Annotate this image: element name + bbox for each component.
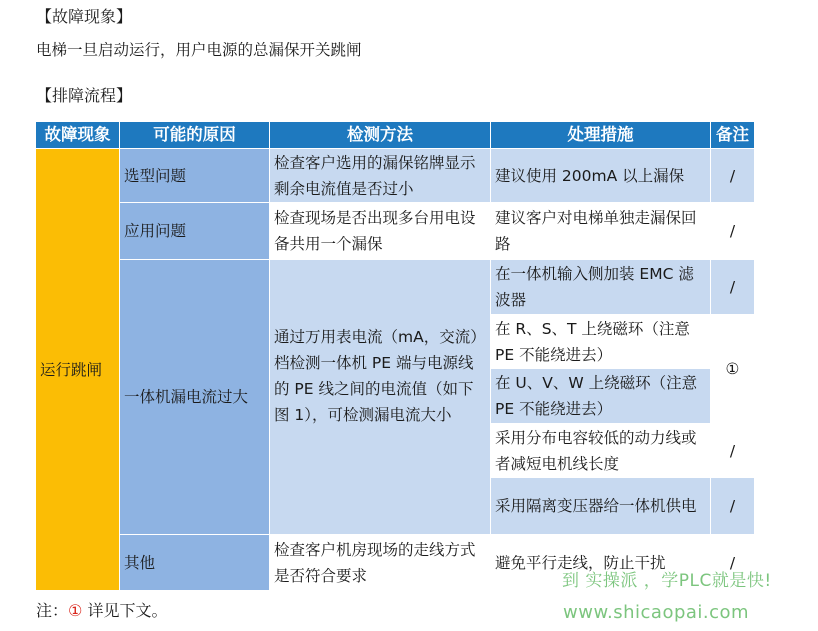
fault-description: 电梯一旦启动运行，用户电源的总漏保开关跳闸 bbox=[36, 41, 362, 59]
footnote-prefix: 注： bbox=[36, 601, 69, 620]
method-cell: 检查客户选用的漏保铭牌显示剩余电流值是否过小 bbox=[270, 149, 491, 203]
action-cell: 建议客户对电梯单独走漏保回路 bbox=[491, 203, 711, 260]
troubleshooting-heading: 【排障流程】 bbox=[36, 86, 133, 105]
cause-cell: 选型问题 bbox=[120, 149, 270, 203]
header-cause: 可能的原因 bbox=[120, 122, 270, 149]
action-cell: 避免平行走线，防止干扰 bbox=[491, 535, 711, 591]
cause-cell: 应用问题 bbox=[120, 203, 270, 260]
action-cell: 在一体机输入侧加装 EMC 滤波器 bbox=[491, 260, 711, 315]
action-cell: 采用隔离变压器给一体机供电 bbox=[491, 478, 711, 535]
table-row bbox=[36, 149, 755, 203]
header-note: 备注 bbox=[711, 122, 755, 149]
header-method: 检测方法 bbox=[270, 122, 491, 149]
method-cell: 通过万用表电流（mA，交流）档检测一体机 PE 端与电源线的 PE 线之间的电流值（如下图 1），可检测漏电流大小 bbox=[270, 260, 491, 535]
watermark-url: www.shicaopai.com bbox=[563, 602, 750, 623]
note-cell: / bbox=[711, 424, 755, 478]
method-cell: 检查客户机房现场的走线方式是否符合要求 bbox=[270, 535, 491, 591]
header-phenomenon: 故障现象 bbox=[36, 122, 120, 149]
table-header-row bbox=[36, 122, 755, 149]
note-cell: / bbox=[711, 535, 755, 591]
table-row bbox=[36, 203, 755, 260]
phenomenon-cell: 运行跳闸 bbox=[36, 149, 120, 591]
action-cell: 在 U、V、W 上绕磁环（注意 PE 不能绕进去） bbox=[491, 369, 711, 424]
note-cell: / bbox=[711, 260, 755, 315]
note-cell: ① bbox=[711, 315, 755, 424]
fault-phenomenon-heading: 【故障现象】 bbox=[36, 7, 133, 26]
method-cell: 检查现场是否出现多台用电设备共用一个漏保 bbox=[270, 203, 491, 260]
note-cell: / bbox=[711, 149, 755, 203]
footnote bbox=[36, 601, 167, 621]
troubleshooting-table bbox=[35, 121, 755, 591]
header-action: 处理措施 bbox=[491, 122, 711, 149]
action-cell: 采用分布电容较低的动力线或者减短电机线长度 bbox=[491, 424, 711, 478]
watermark-slogan: 到 实操派 ，学PLC就是快! bbox=[562, 571, 772, 591]
footnote-mark: ① bbox=[68, 601, 83, 620]
table-row bbox=[36, 260, 755, 315]
cause-cell: 一体机漏电流过大 bbox=[120, 260, 270, 535]
cause-cell: 其他 bbox=[120, 535, 270, 591]
action-cell: 建议使用 200mA 以上漏保 bbox=[491, 149, 711, 203]
action-cell: 在 R、S、T 上绕磁环（注意 PE 不能绕进去） bbox=[491, 315, 711, 369]
note-cell: / bbox=[711, 203, 755, 260]
note-cell: / bbox=[711, 478, 755, 535]
footnote-text: 详见下文。 bbox=[82, 601, 168, 620]
